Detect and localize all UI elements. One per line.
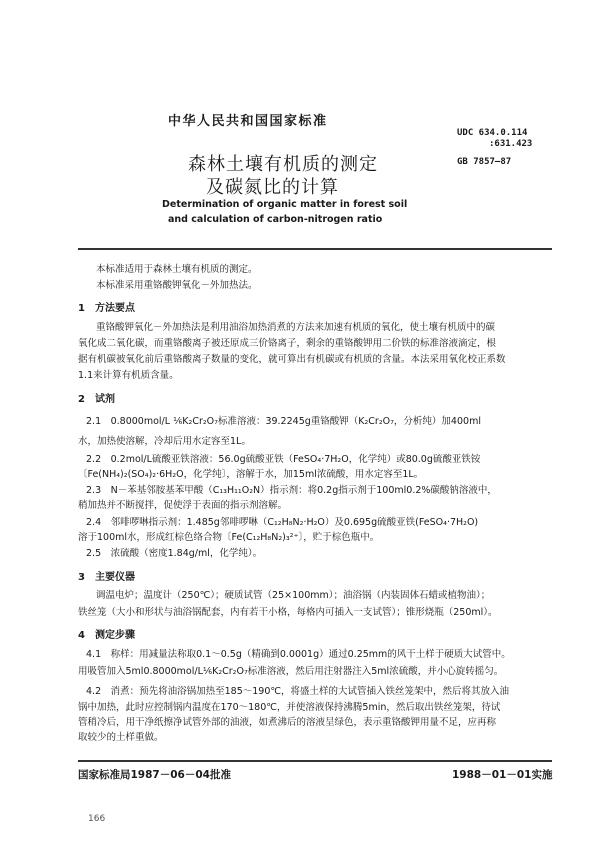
paragraph-line: 据有机碳被氧化前后重铬酸离子数量的变化，就可算出有机碳或有机质的含量。本法采用氧化校正系数 [78, 354, 506, 365]
paragraph-line: 2.3 N－苯基邻胺基苯甲酸（C₁₃H₁₁O₂N）指示剂：将0.2g指示剂于100ml0.2%碳酸钠溶液中， [86, 485, 497, 496]
intro-line: 本标准适用于森林土壤有机质的测定。 [96, 264, 258, 275]
section-heading: 3 主要仪器 [78, 572, 135, 583]
udc-code-continued: :631.423 [489, 139, 533, 149]
title-zh-line1: 森林土壤有机质的测定 [188, 154, 378, 175]
paragraph-line: 4.1 称样：用减量法称取0.1～0.5g（精确到0.0001g）通过0.25mm的风干土样于硬质大试管中。 [86, 649, 511, 660]
paragraph-line: 2.4 邻啡啰啉指示剂：1.485g邻啡啰啉（C₁₂H₈N₂·H₂O）及0.695g硫酸亚铁(FeSO₄·7H₂O) [86, 517, 479, 528]
paragraph-line: 〔Fe(NH₄)₂(SO₄)₂·6H₂O，化学纯〕，溶解于水，加15ml浓硫酸，用水定容至1L。 [78, 469, 424, 480]
paragraph-line: 2.5 浓硫酸（密度1.84g/ml，化学纯）。 [86, 548, 263, 559]
paragraph-line: 2.2 0.2mol/L硫酸亚铁溶液：56.0g硫酸亚铁（FeSO₄·7H₂O，化学纯）或80.0g硫酸亚铁铵 [86, 454, 481, 465]
page-number: 166 [88, 814, 106, 824]
paragraph-line: 用吸管加入5ml0.8000mol/L⅙K₂Cr₂O₇标准溶液，然后用注射器注入5ml浓硫酸，并小心旋转摇匀。 [78, 666, 504, 677]
paragraph-line: 溶于100ml水，形成红棕色络合物〔Fe(C₁₂H₈N₂)₃²⁺〕，贮于棕色瓶中。 [78, 532, 380, 543]
paragraph-line: 重铬酸钾氧化－外加热法是利用油浴加热消煮的方法来加速有机质的氧化，使土壤有机质中的碳 [96, 322, 496, 333]
paragraph-line: 1.1来计算有机质含量。 [78, 370, 179, 381]
paragraph-line: 4.2 消煮：预先将油浴锅加热至185～190℃，将盛土样的大试管插入铁丝笼架中，然后将其放入油 [86, 686, 510, 697]
effective-date: 1988－01－01实施 [452, 769, 553, 781]
udc-code: UDC 634.0.114 [457, 128, 528, 138]
paragraph-line: 稍加热并不断搅拌，促使浮于表面的指示剂溶解。 [78, 500, 288, 511]
paragraph-line: 氧化成二氧化碳，而重铬酸离子被还原成三价铬离子，剩余的重铬酸钾用二价铁的标准溶液滴定，根 [78, 338, 497, 349]
section-heading: 4 测定步骤 [78, 630, 135, 641]
approval-date: 国家标准局1987－06－04批准 [78, 769, 231, 781]
section-heading: 2 试剂 [78, 394, 115, 405]
paragraph-line: 水，加热使溶解，冷却后用水定容至1L。 [78, 436, 251, 447]
paragraph-line: 取较少的土样重做。 [78, 732, 164, 743]
top-divider [78, 248, 552, 250]
paragraph-line: 管稍冷后，用干净纸擦净试管外部的油液，如煮沸后的溶液呈绿色，表示重铬酸钾用量不足，应再称 [78, 717, 497, 728]
title-en-line2: and calculation of carbon-nitrogen ratio [168, 214, 383, 225]
paragraph-line: 锅中加热，此时应控制锅内温度在170～180℃，并使溶液保持沸腾5min，然后取出铁丝笼架，待试 [78, 702, 501, 713]
title-en-line1: Determination of organic matter in forest soil [162, 199, 408, 210]
bottom-divider [78, 760, 552, 762]
intro-line: 本标准采用重铬酸钾氧化－外加热法。 [96, 280, 258, 291]
standard-header: 中华人民共和国国家标准 [168, 114, 328, 129]
section-heading: 1 方法要点 [78, 303, 135, 314]
paragraph-line: 调温电炉；温度计（250℃）；硬质试管（25×100mm）；油浴锅（内装固体石蜡或植物油）； [96, 590, 491, 601]
gb-number: GB 7857—87 [457, 157, 512, 167]
title-zh-line2: 及碳氮比的计算 [206, 177, 339, 198]
paragraph-line: 2.1 0.8000mol/L ⅙K₂Cr₂O₇标准溶液：39.2245g重铬酸钾（K₂Cr₂O₇，分析纯）加400ml [86, 416, 481, 427]
paragraph-line: 铁丝笼（大小和形状与油浴锅配套，内有若干小格，每格内可插入一支试管）；锥形烧瓶（250ml）。 [78, 607, 498, 618]
